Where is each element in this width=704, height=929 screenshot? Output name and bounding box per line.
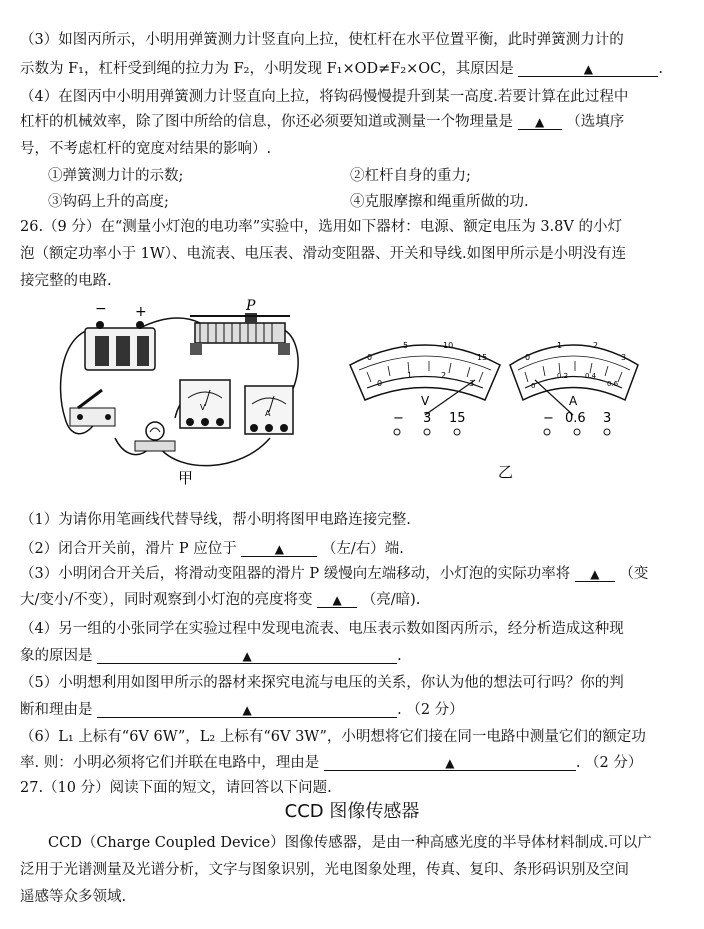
v-terminal-label: 3: [423, 411, 432, 426]
a-top-tick: 2: [593, 341, 599, 350]
battery-icon: [85, 321, 155, 370]
v-terminal-label: −: [393, 411, 404, 426]
v-terminal-post: [424, 429, 430, 435]
q27-intro: 27.（10 分）阅读下面的短文，请回答以下问题.: [20, 780, 332, 796]
a-terminal-label: 3: [603, 411, 612, 426]
figure-label-yi: 乙: [498, 463, 514, 480]
v-top-tick: 5: [403, 341, 409, 350]
q26-sub5-text: 断和理由是: [20, 702, 93, 718]
article-paragraph-line3: 遥感等众多领域.: [20, 889, 127, 905]
q26-intro-line3: 接完整的电路.: [20, 273, 112, 289]
q26-sub3-text4: （亮/暗).: [361, 592, 421, 608]
q26-sub3-text3: 大/变小/不变），同时观察到小灯泡的亮度将变: [20, 592, 313, 608]
a-terminal-post: [574, 429, 580, 435]
q25-part4-text: 杠杆的机械效率，除了图中所给的信息，你还必须要知道或测量一个物理量是: [20, 114, 513, 130]
q26-sub6-score: （2 分）: [585, 755, 643, 771]
a-bottom-tick: 0.4: [585, 372, 597, 380]
rheostat-icon: [190, 313, 290, 355]
q26-sub3-text: （3）小明闭合开关后，将滑动变阻器的滑片 P 缓慢向左端移动，小灯泡的实际功率将: [20, 566, 571, 582]
circuit-figure-jia: [40, 298, 320, 488]
q26-sub3-text2: （变: [619, 566, 649, 582]
q26-sub4-line1: （4）另一组的小张同学在实验过程中发现电流表、电压表示数如图丙所示，经分析造成这种现: [20, 621, 624, 637]
meters-figure-yi: [345, 330, 675, 480]
voltmeter-letter: V: [421, 394, 430, 408]
q25-part4-line3: 号，不考虑杠杆的宽度对结果的影响）.: [20, 141, 272, 157]
v-bottom-tick: 1: [407, 371, 413, 380]
a-terminal-label: −: [543, 411, 554, 426]
q25-part3-line2: 示数为 F₁，杠杆受到绳的拉力为 F₂，小明发现 F₁×OD≠F₂×OC，其原因是 ▲ .: [20, 61, 663, 77]
v-terminal-post: [454, 429, 460, 435]
q26-sub6-line2: 率. 则：小明必须将它们并联在电路中，理由是 ▲ . （2 分）: [20, 755, 643, 771]
wire: [160, 438, 270, 466]
a-top-tick: 1: [557, 341, 563, 350]
a-terminal-label: 0.6: [565, 411, 586, 426]
q25-part4-text2: （选填序: [566, 114, 625, 130]
ammeter-device-icon: [245, 386, 293, 434]
article-paragraph-line2: 泛用于光谱测量及光谱分析，文字与图象识别，光电图象处理，传真、复印、条形码识别及空间: [20, 862, 629, 878]
q26-intro-line1: 26.（9 分）在“测量小灯泡的电功率”实验中，选用如下器材：电源、额定电压为 3.8V 的小灯: [20, 219, 622, 235]
q26-sub4-line2: 象的原因是 ▲ .: [20, 648, 402, 664]
v-top-tick: 0: [367, 353, 373, 362]
v-top-tick: 10: [443, 341, 454, 350]
q26-sub6-line1: （6）L₁ 上标有“6V 6W”，L₂ 上标有“6V 3W”，小明想将它们接在同一电路中测量它们的额定功: [20, 729, 646, 745]
slider-p-label: P: [246, 298, 256, 314]
q26-sub3-line1: [20, 564, 684, 584]
v-terminal-label: 15: [449, 411, 466, 426]
v-top-tick: 15: [477, 353, 488, 362]
q26-sub5-line2: 断和理由是 ▲ . （2 分）: [20, 702, 464, 718]
q25-part3-text: 示数为 F₁，杠杆受到绳的拉力为 F₂，小明发现 F₁×OD≠F₂×OC，其原因是: [20, 61, 514, 77]
q26-sub6-text: 率. 则：小明必须将它们并联在电路中，理由是: [20, 755, 320, 771]
v-bottom-tick: 3: [469, 379, 475, 388]
switch-icon: [70, 390, 115, 426]
voltmeter-device-icon: [180, 380, 230, 428]
answer-blank[interactable]: ▲: [518, 59, 658, 77]
a-bottom-tick: 0.2: [557, 372, 569, 380]
q25-part4-line1: （4）在图丙中小明用弹簧测力计竖直向上拉，将钩码慢慢提升到某一高度.若要计算在此过程中: [20, 89, 629, 105]
answer-blank[interactable]: ▲: [518, 112, 562, 130]
q26-intro-line2: 泡（额定功率小于 1W）、电流表、电压表、滑动变阻器、开关和导线.如图甲所示是小明没有连: [20, 246, 627, 262]
a-bottom-tick: 0.6: [607, 380, 619, 388]
answer-blank[interactable]: ▲: [324, 753, 576, 771]
a-terminal-post: [604, 429, 610, 435]
q25-part4-line2: [20, 112, 684, 132]
figure-label-jia: 甲: [178, 469, 194, 487]
article-title: CCD 图像传感器: [284, 801, 420, 822]
svg-text:V: V: [200, 403, 206, 412]
a-top-tick: 3: [621, 353, 627, 362]
v-bottom-tick: 2: [441, 371, 447, 380]
wire: [140, 318, 200, 328]
q26-sub5-line1: （5）小明想利用如图甲所示的器材来探究电流与电压的关系，你认为他的想法可行吗？你的判: [20, 675, 624, 691]
option-1: ①弹簧测力计的示数;: [48, 168, 184, 184]
article-paragraph-line1: CCD（Charge Coupled Device）图像传感器，是由一种高感光度的半导体材料制成.可以广: [48, 835, 652, 851]
q26-sub2-text2: （左/右）端.: [321, 541, 404, 557]
q26-sub5-score: （2 分）: [406, 702, 464, 718]
a-terminal-post: [544, 429, 550, 435]
q26-sub2: [20, 539, 684, 559]
q26-sub2-text: （2）闭合开关前，滑片 P 应位于: [20, 541, 237, 557]
answer-blank[interactable]: ▲: [97, 646, 397, 664]
battery-minus-label: −: [95, 301, 107, 317]
answer-blank[interactable]: ▲: [241, 539, 317, 557]
option-2: ②杠杆自身的重力;: [350, 168, 471, 184]
option-4: ④克服摩擦和绳重所做的功.: [350, 194, 529, 210]
q26-sub1: （1）为请你用笔画线代替导线，帮小明将图甲电路连接完整.: [20, 512, 411, 528]
q26-sub3-line2: [20, 590, 684, 610]
answer-blank[interactable]: ▲: [575, 564, 615, 582]
a-top-tick: 0: [525, 353, 531, 362]
answer-blank[interactable]: ▲: [317, 590, 357, 608]
q26-sub4-text: 象的原因是: [20, 648, 93, 664]
v-bottom-tick: 0: [377, 379, 383, 388]
svg-text:A: A: [265, 409, 271, 418]
answer-blank[interactable]: ▲: [97, 700, 397, 718]
ammeter-letter: A: [569, 394, 578, 408]
battery-plus-label: +: [135, 304, 147, 320]
v-terminal-post: [394, 429, 400, 435]
option-3: ③钩码上升的高度;: [48, 194, 169, 210]
q25-part3-line1: （3）如图丙所示，小明用弹簧测力计竖直向上拉，使杠杆在水平位置平衡，此时弹簧测力计的: [20, 32, 624, 48]
a-bottom-tick: 0: [531, 382, 536, 390]
lamp-icon: [135, 422, 175, 451]
